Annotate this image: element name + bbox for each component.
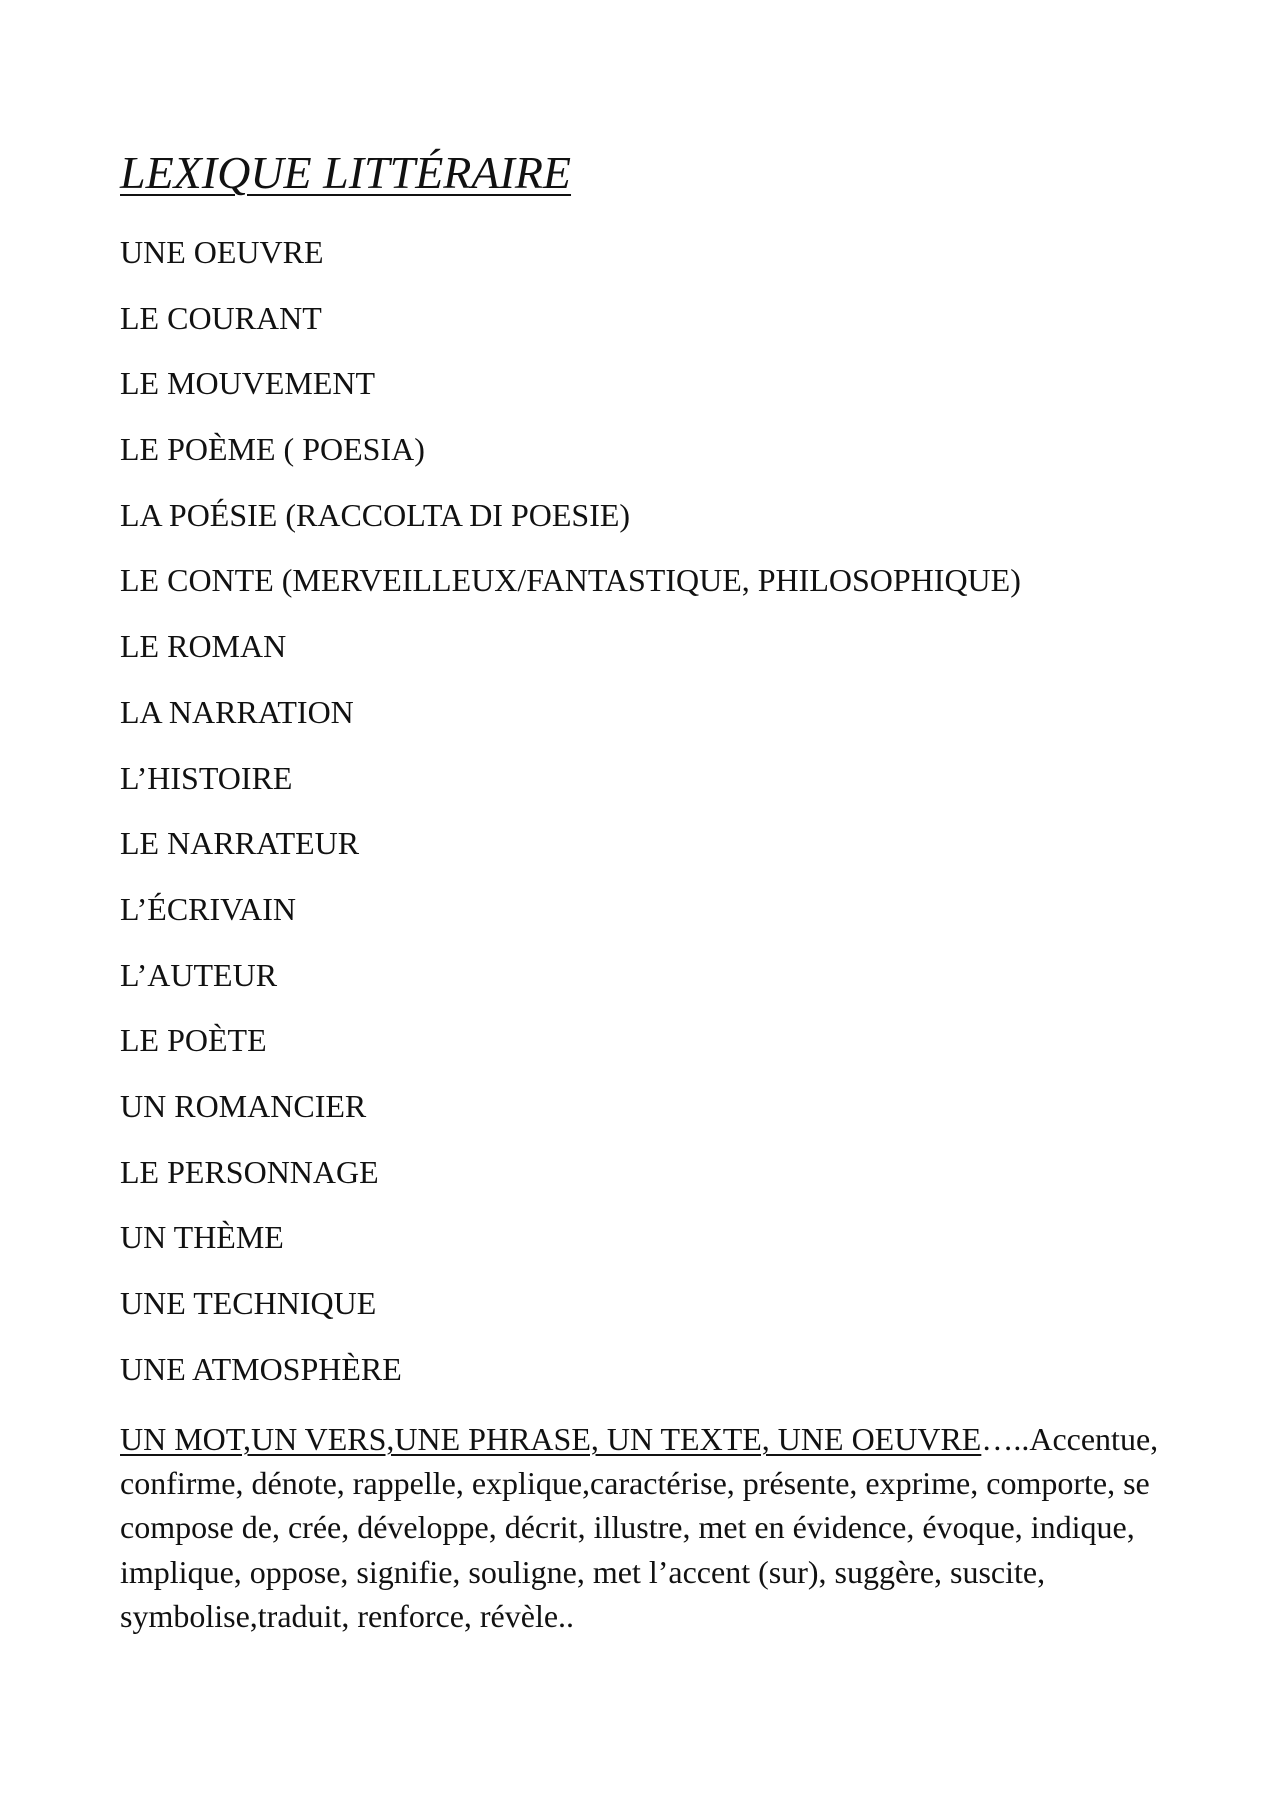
term-item: LE CONTE (MERVEILLEUX/FANTASTIQUE, PHILOSOPHIQUE) (120, 562, 1021, 599)
verbs-paragraph (120, 1417, 1170, 1638)
verbs-subject: UN MOT,UN VERS,UNE PHRASE, UN TEXTE, UNE OEUVRE (120, 1421, 982, 1457)
term-item: LE PERSONNAGE (120, 1153, 379, 1190)
term-item: L’AUTEUR (120, 956, 278, 993)
term-item: LA POÉSIE (RACCOLTA DI POESIE) (120, 496, 631, 533)
term-list (120, 232, 1021, 1414)
term-item: L’ÉCRIVAIN (120, 890, 297, 927)
term-item: UNE ATMOSPHÈRE (120, 1350, 402, 1387)
term-item: LE POÈME ( POESIA) (120, 431, 425, 468)
term-item: LE NARRATEUR (120, 825, 360, 862)
term-item: LE COURANT (120, 299, 322, 336)
term-item: UNE TECHNIQUE (120, 1285, 377, 1321)
term-item: LE ROMAN (120, 628, 287, 665)
term-item: LA NARRATION (120, 693, 354, 730)
term-item: LE POÈTE (120, 1022, 267, 1059)
term-item: LE MOUVEMENT (120, 365, 376, 402)
term-item: UN ROMANCIER (120, 1087, 367, 1124)
term-item: UN THÈME (120, 1219, 284, 1256)
term-item: UNE OEUVRE (120, 234, 324, 270)
page-title: LEXIQUE LITTÉRAIRE (120, 147, 572, 198)
term-item: L’HISTOIRE (120, 759, 293, 796)
verbs-list: …..Accentue, confirme, dénote, rappelle, explique,caractérise, présente, exprime, comporte, se compose de, crée, développe, décrit, illustre, met en évidence, évoque, indique, implique, oppose, signifie, souligne, met l’accent (sur), suggère, suscite, symbolise,traduit, renforce, révèle.. (120, 1421, 1159, 1634)
